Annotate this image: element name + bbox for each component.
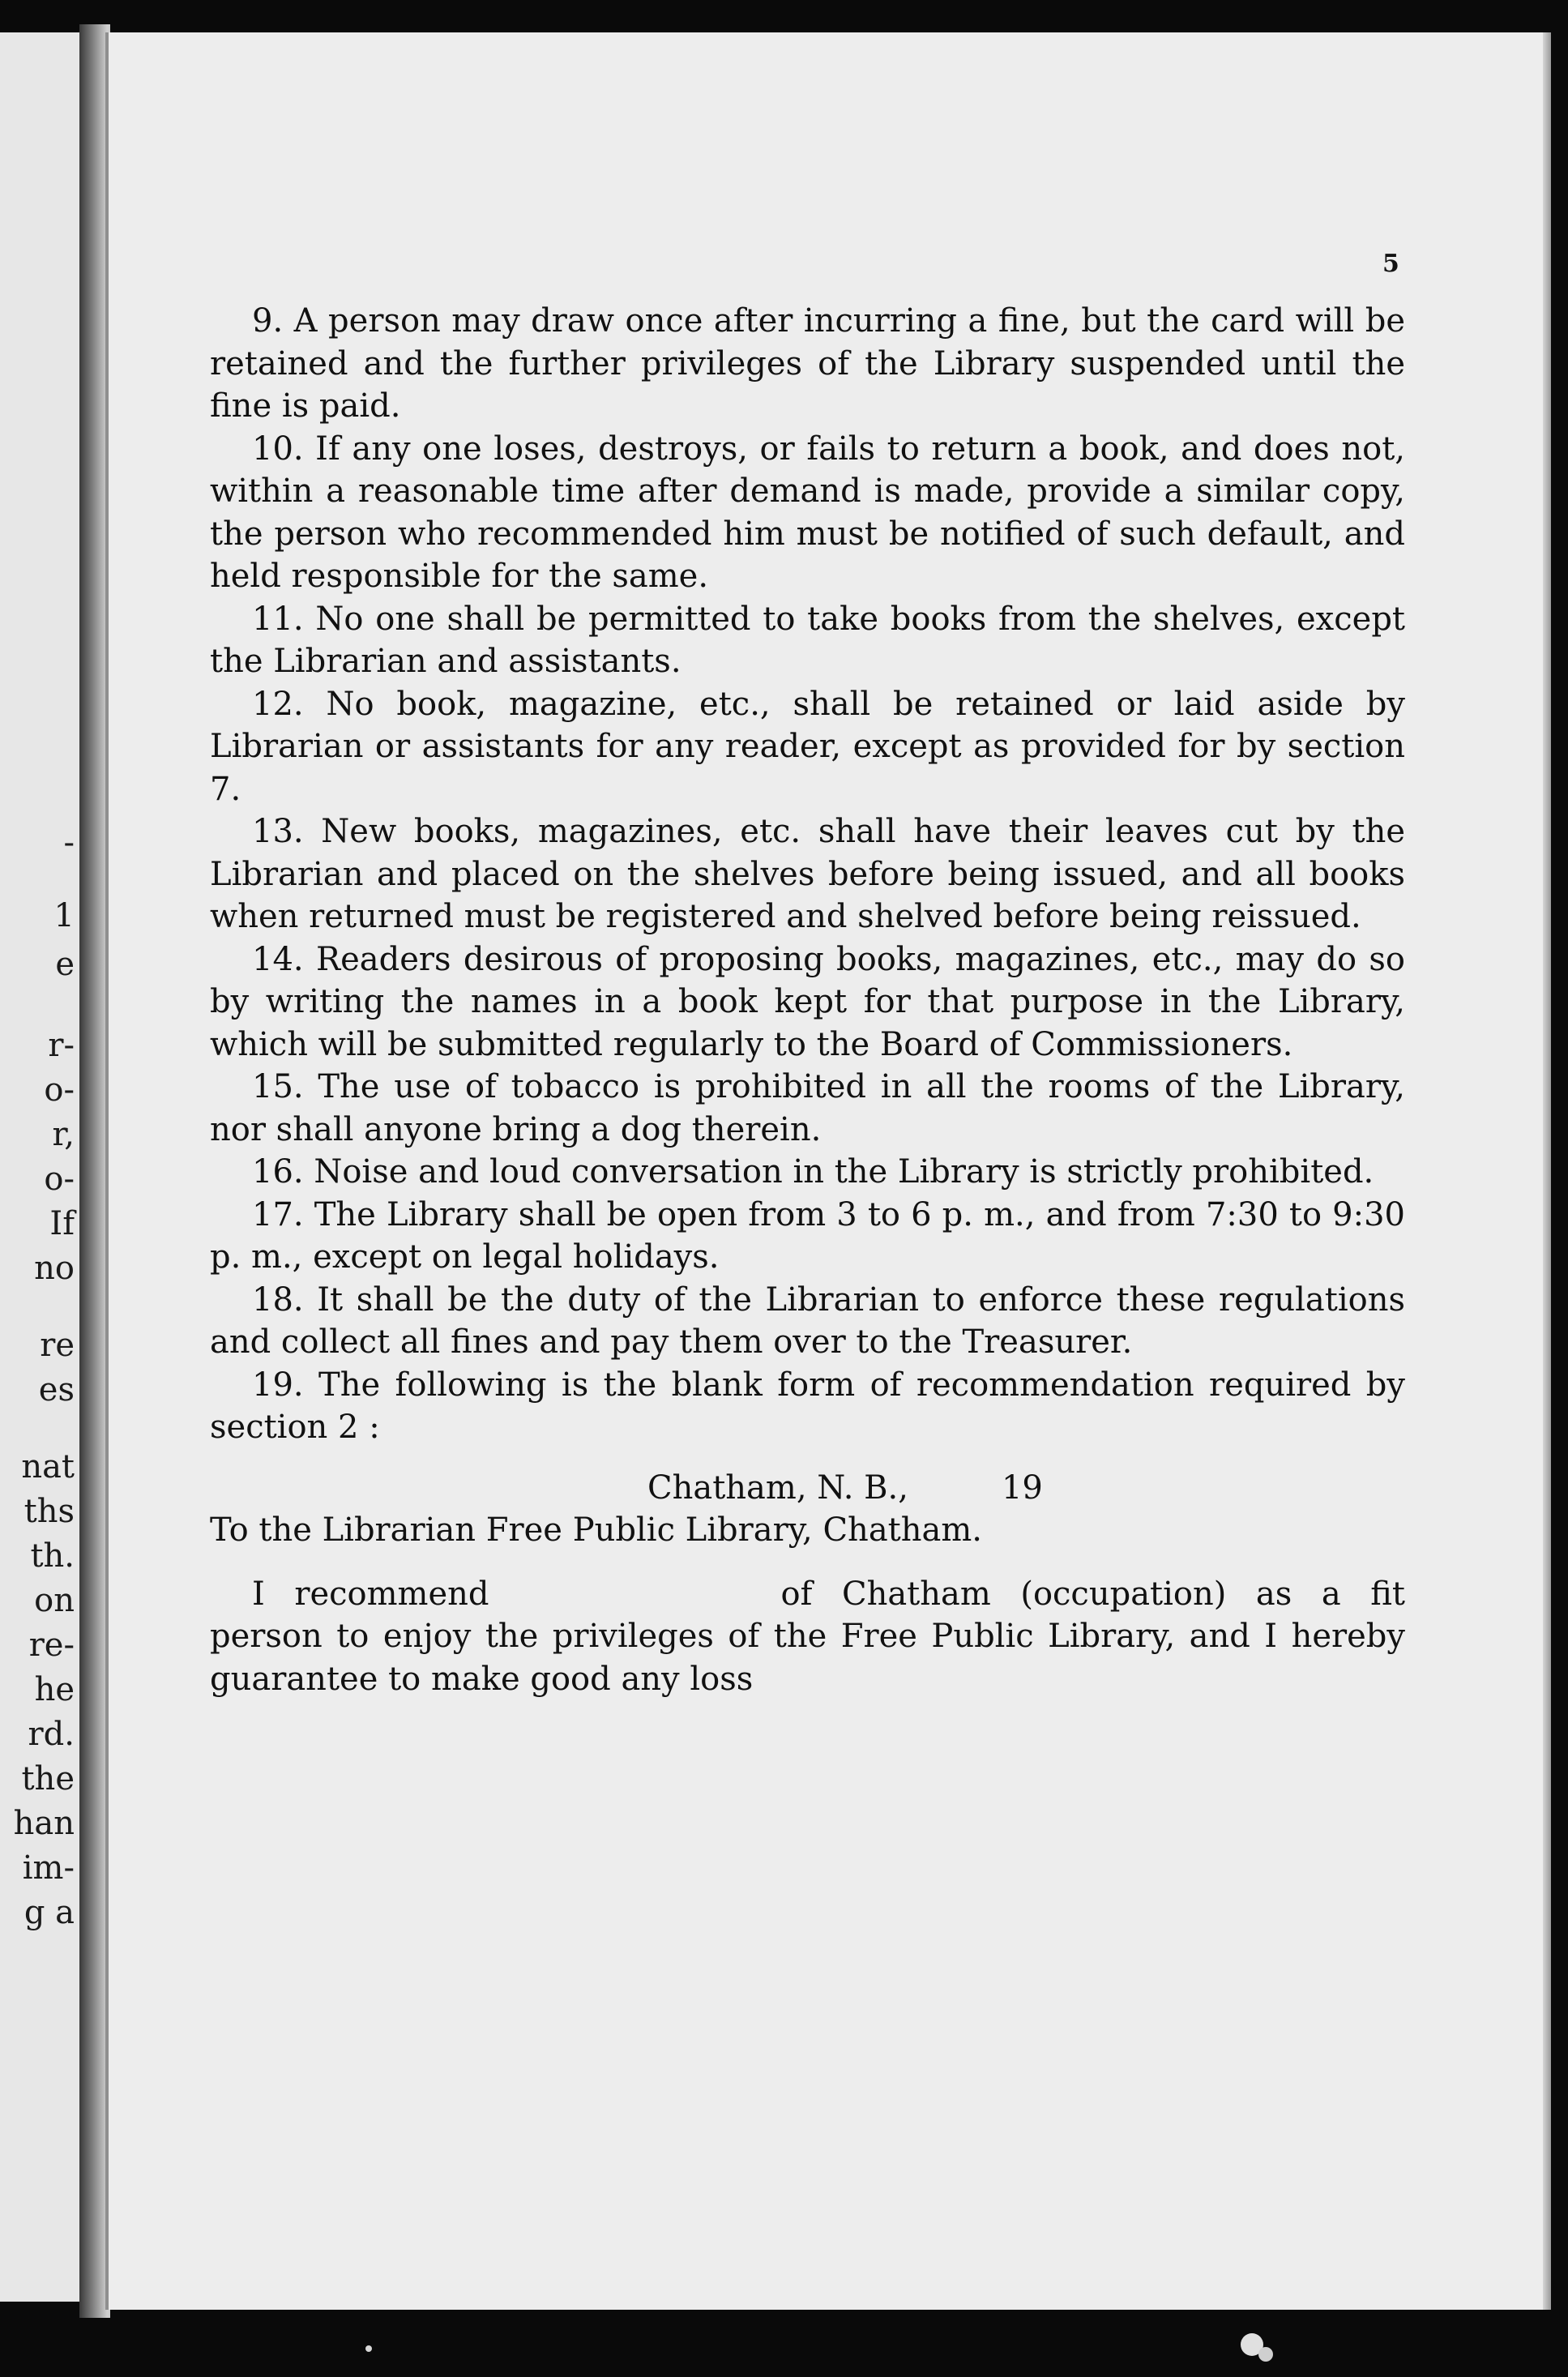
rule-11: 11. No one shall be permitted to take books from the shelves, except the Librarian and assistants. (210, 600, 1405, 680)
left-page-fragment: nat (21, 1448, 75, 1486)
left-page-fragment: r- (48, 1027, 75, 1064)
left-page-fragment: If (49, 1205, 75, 1242)
left-page-fragment: im- (22, 1849, 75, 1887)
left-page-fragment: g a (23, 1894, 75, 1931)
rule-16: 16. Noise and loud conversation in the Library is strictly prohibited. (252, 1153, 1374, 1191)
left-page-fragment: - (63, 824, 75, 861)
rule-12: 12. No book, magazine, etc., shall be retained or laid aside by Librarian or assistants for any reader, except as provided for by section 7. (210, 685, 1405, 808)
left-facing-page (0, 32, 82, 2302)
rule-15: 15. The use of tobacco is prohibited in all the rooms of the Library, nor shall anyone bring a dog therein. (210, 1068, 1405, 1148)
form-recommend-rest: of Chatham (occupation) as a fit person to enjoy the privileges of the Free Public Library, and I hereby guarantee to make good any loss (210, 1575, 1405, 1698)
left-page-fragment: o- (44, 1071, 75, 1109)
left-page-fragment: han (13, 1805, 75, 1842)
left-page-fragment: rd. (28, 1716, 75, 1753)
rule-19: 19. The following is the blank form of recommendation required by section 2 : (210, 1366, 1405, 1446)
rule-18: 18. It shall be the duty of the Librarian to enforce these regulations and collect all fines and pay them over to the Treasurer. (210, 1280, 1405, 1361)
left-page-fragment: e (55, 946, 75, 983)
rules-text (210, 300, 1405, 1700)
rule-17: 17. The Library shall be open from 3 to 6 p. m., and from 7:30 to 9:30 p. m., except on legal holidays. (210, 1195, 1405, 1276)
rule-14: 14. Readers desirous of proposing books, magazines, etc., may do so by writing the names in a book kept for that purpose in the Library, which will be submitted regularly to the Board of Commissioners. (210, 940, 1405, 1063)
left-page-fragment: re- (28, 1627, 75, 1664)
rule-10: 10. If any one loses, destroys, or fails to return a book, and does not, within a reasonable time after demand is made, provide a similar copy, the person who recommended him must be notified of such default, and held responsible for the same. (210, 430, 1405, 595)
recommendation-form (210, 1467, 1405, 1701)
form-recommend-paragraph (210, 1573, 1405, 1701)
left-page-fragment: th. (30, 1537, 75, 1575)
form-place-line (210, 1467, 1405, 1510)
form-place: Chatham, N. B., (647, 1469, 908, 1507)
rule-9: 9. A person may draw once after incurring a fine, but the card will be retained and the further privileges of the Library suspended until the fine is paid. (210, 302, 1405, 425)
left-page-fragment: o- (44, 1161, 75, 1198)
left-page-fragment: 1 (53, 897, 75, 934)
scan-specks (0, 2312, 1568, 2377)
left-page-fragment: on (34, 1582, 75, 1619)
left-page-fragment: r, (52, 1116, 75, 1153)
right-page (105, 32, 1551, 2310)
form-year: 19 (1001, 1469, 1043, 1507)
left-page-fragment: re (40, 1327, 75, 1364)
left-page-fragment: no (34, 1250, 75, 1287)
left-page-fragment: the (21, 1760, 75, 1798)
left-page-fragment: ths (23, 1493, 75, 1530)
page-number: 5 (1382, 250, 1399, 278)
form-addressee: To the Librarian Free Public Library, Chatham. (210, 1511, 982, 1549)
rule-13: 13. New books, magazines, etc. shall have their leaves cut by the Librarian and placed on the shelves before being issued, and all books when returned must be registered and shelved before being reissued. (210, 813, 1405, 935)
left-page-fragment: es (38, 1371, 75, 1409)
left-page-fragment: he (34, 1671, 75, 1708)
form-recommend-start: I recommend (252, 1575, 489, 1613)
